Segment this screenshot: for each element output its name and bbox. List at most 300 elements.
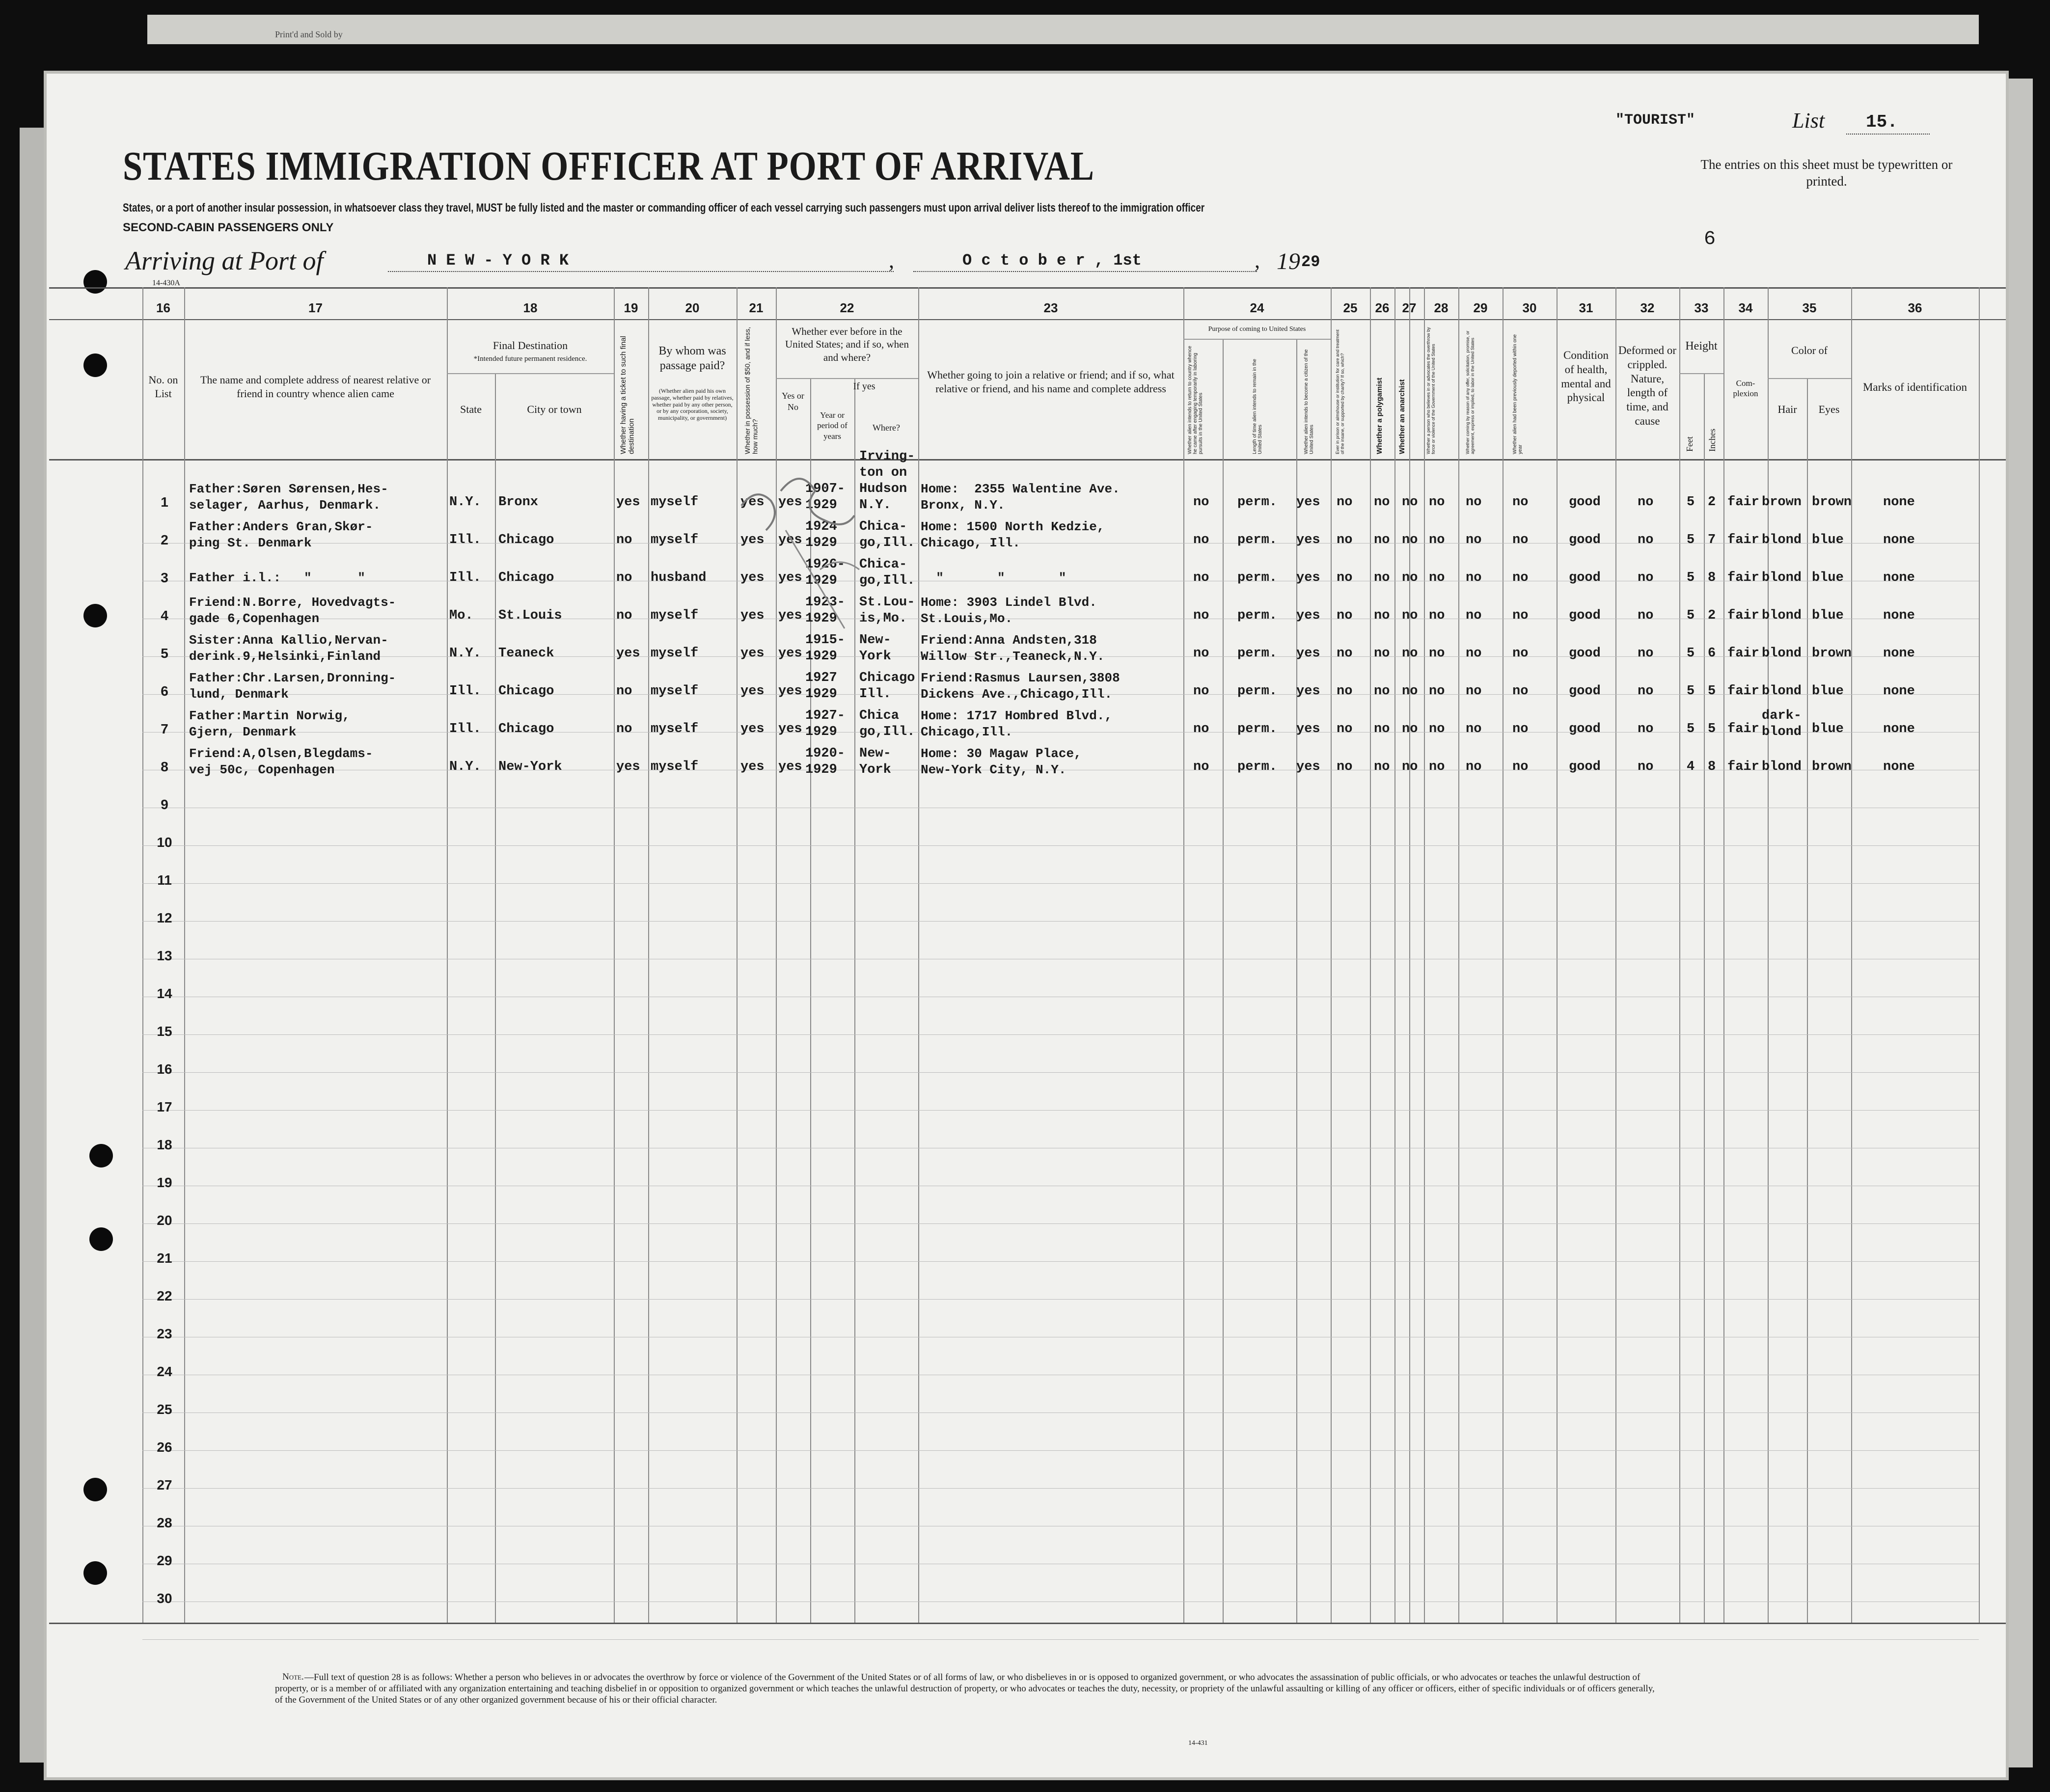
state-cell: Ill. [449, 570, 481, 585]
page-subtitle: States, or a port of another insular possession, in whatsoever class they travel, MUST be fully listed and the master or commanding officer of each vessel carrying such passengers must upon arrival deliver lists thereof to the immigration officer [123, 201, 1205, 215]
col-rule [1679, 287, 1680, 1623]
printer-note: Print'd and Sold by [275, 29, 343, 39]
city-cell: Teaneck [498, 646, 554, 661]
row-number: 21 [157, 1250, 172, 1266]
where-cell: St.Lou- is,Mo. [859, 595, 915, 626]
prison-cell: no [1337, 570, 1353, 585]
row-number: 19 [157, 1175, 172, 1190]
polygamist-cell: no [1374, 608, 1390, 623]
return-intent-cell: no [1193, 646, 1209, 661]
col-rule [1704, 373, 1705, 1623]
q30-cell: no [1512, 646, 1529, 661]
row-number: 14 [157, 986, 172, 1001]
polygamist-cell: no [1374, 570, 1390, 585]
joining-cell: Friend:Rasmus Laursen,3808 Dickens Ave.,Chicago,Ill. [921, 671, 1120, 702]
money-cell: yes [740, 760, 765, 774]
where-cell: Chicago Ill. [859, 671, 915, 702]
ticket-cell: no [616, 608, 632, 623]
stay-length-cell: perm. [1237, 722, 1278, 736]
health-cell: good [1569, 495, 1601, 510]
row-rule [142, 1072, 1979, 1073]
eyes-cell: blue [1812, 533, 1844, 547]
stay-length-cell: perm. [1237, 533, 1278, 547]
col-num-31: 31 [1579, 300, 1593, 315]
anarchist-cell: no [1402, 495, 1418, 510]
row-number: 1 [161, 494, 168, 510]
prison-cell: no [1337, 646, 1353, 661]
year-suffix: 29 [1301, 253, 1320, 271]
stay-length-cell: perm. [1237, 684, 1278, 699]
header-yes-no: Yes or No [782, 391, 804, 412]
header-color-of: Color of [1791, 344, 1828, 356]
city-cell: St.Louis [498, 608, 562, 623]
q29-cell: no [1466, 570, 1482, 585]
prison-cell: no [1337, 533, 1353, 547]
punch-hole [83, 353, 107, 377]
q29-cell: no [1466, 760, 1482, 774]
prison-cell: no [1337, 495, 1353, 510]
anarchist-cell: no [1402, 533, 1418, 547]
stay-length-cell: perm. [1237, 570, 1278, 585]
port-underline [388, 271, 894, 272]
eyes-cell: brown [1812, 760, 1852, 774]
ticket-cell: no [616, 570, 632, 585]
row-number: 3 [161, 570, 168, 585]
eyes-cell: blue [1812, 608, 1844, 623]
col-num-23: 23 [1043, 300, 1058, 315]
nearest-relative-cell: Father:Chr.Larsen,Dronning- lund, Denmark [189, 671, 396, 702]
eyes-cell: brown [1812, 495, 1852, 510]
joining-cell: " " " [921, 570, 1066, 585]
ticket-cell: yes [616, 495, 640, 510]
marks-cell: none [1883, 646, 1915, 661]
page-edge-right [2003, 79, 2033, 1767]
col-rule [1458, 287, 1459, 1623]
ticket-cell: no [616, 684, 632, 699]
eyes-cell: blue [1812, 684, 1844, 699]
table-bottom-rule [49, 1623, 2006, 1624]
header-bottom-rule [49, 459, 2006, 461]
return-intent-cell: no [1193, 570, 1209, 585]
manifest-sheet [47, 74, 2006, 1777]
return-intent-cell: no [1193, 722, 1209, 736]
punch-hole [83, 1478, 107, 1501]
hair-cell: brown [1762, 495, 1802, 510]
row-number: 16 [157, 1061, 172, 1077]
q28-cell: no [1429, 570, 1445, 585]
punch-hole [83, 604, 107, 627]
polygamist-cell: no [1374, 722, 1390, 736]
col-num-27: 27 [1402, 300, 1417, 315]
row-number: 6 [161, 683, 168, 699]
ever-before-cell: yes [778, 570, 802, 585]
row-rule [142, 1110, 1979, 1111]
q30-cell: no [1512, 570, 1529, 585]
ever-before-cell: yes [778, 760, 802, 774]
header-q29: Whether coming by reason of any offer, solicitation, promise, or agreement, express or implied, to labor in the United States [1465, 330, 1475, 454]
paid-by-cell: myself [651, 684, 699, 699]
hair-cell: blond [1762, 684, 1802, 699]
q28-cell: no [1429, 760, 1445, 774]
header-complexion: Com-plexion [1733, 379, 1758, 399]
header-polygamist: Whether a polygamist [1375, 378, 1384, 454]
col-rule [1851, 287, 1852, 1623]
citizen-intent-cell: yes [1296, 760, 1320, 774]
inches-cell: 5 [1708, 722, 1716, 736]
q30-cell: no [1512, 533, 1529, 547]
col-rule [1557, 287, 1558, 1623]
return-intent-cell: no [1193, 533, 1209, 547]
ticket-cell: yes [616, 646, 640, 661]
header-where: Where? [873, 423, 900, 433]
row-rule [142, 1299, 1979, 1300]
eyes-cell: blue [1812, 722, 1844, 736]
header-state: State [460, 403, 482, 415]
where-cell: Chica- go,Ill. [859, 519, 915, 550]
money-cell: yes [740, 570, 765, 585]
q30-cell: no [1512, 684, 1529, 699]
header-by-whom-note: (Whether alien paid his own passage, whether paid by relatives, whether paid by any other person, or by any corporation, society, municipality, or government) [651, 387, 734, 422]
ever-before-cell: yes [778, 495, 802, 510]
row-rule [142, 1412, 1979, 1413]
q29-cell: no [1466, 646, 1482, 661]
nearest-relative-cell: Sister:Anna Kallio,Nervan- derink.9,Helsinki,Finland [189, 633, 388, 664]
paid-by-cell: myself [651, 722, 699, 736]
header-deformed: Deformed or crippled. Nature, length of time, and cause [1618, 344, 1677, 427]
inches-cell: 2 [1708, 495, 1716, 510]
header-if-yes: If yes [853, 381, 875, 392]
city-cell: Chicago [498, 722, 554, 736]
feet-cell: 5 [1687, 646, 1695, 661]
row-rule [142, 1223, 1979, 1224]
marks-cell: none [1883, 570, 1915, 585]
anarchist-cell: no [1402, 646, 1418, 661]
col-num-16: 16 [156, 300, 170, 315]
row-number: 11 [157, 872, 172, 888]
money-cell: yes [740, 684, 765, 699]
color-subrule [1768, 378, 1851, 379]
col-num-34: 34 [1738, 300, 1753, 315]
row-number: 15 [157, 1024, 172, 1039]
list-underline [1846, 134, 1930, 135]
row-number: 24 [157, 1364, 172, 1379]
row-number: 25 [157, 1402, 172, 1417]
years-cell: 1927 1929 [805, 671, 837, 702]
marks-cell: none [1883, 533, 1915, 547]
table-top-rule [49, 287, 2006, 289]
hair-cell: blond [1762, 570, 1802, 585]
nearest-relative-cell: Father i.l.: " " [189, 570, 365, 585]
complexion-cell: fair [1727, 684, 1759, 699]
years-cell: 1924 1929 [805, 519, 837, 550]
paid-by-cell: myself [651, 646, 699, 661]
inches-cell: 7 [1708, 533, 1716, 547]
q29-cell: no [1466, 495, 1482, 510]
feet-cell: 5 [1687, 495, 1695, 510]
list-number: 15. [1866, 112, 1898, 132]
row-number: 28 [157, 1515, 172, 1530]
row-rule [142, 1488, 1979, 1489]
stay-length-cell: perm. [1237, 646, 1278, 661]
header-final-destination: Final Destination [492, 339, 568, 352]
col-num-24: 24 [1250, 300, 1264, 315]
header-anarchist: Whether an anarchist [1398, 379, 1406, 454]
years-cell: 1927- 1929 [805, 708, 846, 739]
header-condition: Condition of health, mental and physical [1561, 349, 1611, 404]
col-rule [1183, 287, 1184, 1623]
header-by-whom: By whom was passage paid? [658, 345, 726, 372]
typewritten-note: The entries on this sheet must be typewritten or printed. [1700, 157, 1953, 189]
port-value: N E W - Y O R K [427, 251, 569, 270]
q28-cell: no [1429, 533, 1445, 547]
q30-cell: no [1512, 608, 1529, 623]
footnote-label: Note. [282, 1672, 304, 1682]
marks-cell: none [1883, 608, 1915, 623]
prison-cell: no [1337, 684, 1353, 699]
row-rule [142, 1639, 1979, 1640]
years-cell: 1907- 1929 [805, 482, 846, 513]
city-cell: Bronx [498, 495, 539, 510]
comma: , [889, 248, 894, 272]
header-purpose-b: Length of time alien intends to remain in the United States [1252, 358, 1263, 454]
return-intent-cell: no [1193, 495, 1209, 510]
feet-cell: 4 [1687, 760, 1695, 774]
hair-cell: blond [1762, 533, 1802, 547]
purpose-subrule [1183, 339, 1331, 340]
city-cell: Chicago [498, 533, 554, 547]
state-cell: N.Y. [449, 495, 481, 510]
health-cell: good [1569, 533, 1601, 547]
health-cell: good [1569, 684, 1601, 699]
q29-cell: no [1466, 608, 1482, 623]
eyes-cell: blue [1812, 570, 1844, 585]
col-num-26: 26 [1375, 300, 1390, 315]
feet-cell: 5 [1687, 684, 1695, 699]
years-cell: 1923- 1929 [805, 595, 846, 626]
header-city: City or town [527, 403, 582, 415]
row-number: 26 [157, 1439, 172, 1455]
col-num-32: 32 [1640, 300, 1655, 315]
q28-cell: no [1429, 495, 1445, 510]
header-q30: Whether alien had been previously deported within one year [1512, 334, 1523, 454]
handwritten-annotation [727, 457, 933, 633]
header-hair: Hair [1777, 403, 1797, 415]
stay-length-cell: perm. [1237, 760, 1278, 774]
header-intended-residence: *Intended future permanent residence. [473, 355, 587, 363]
date-underline [913, 271, 1257, 272]
marks-cell: none [1883, 495, 1915, 510]
years-cell: 1915- 1929 [805, 633, 846, 664]
row-number: 20 [157, 1213, 172, 1228]
anarchist-cell: no [1402, 760, 1418, 774]
paid-by-cell: husband [651, 570, 707, 585]
paid-by-cell: myself [651, 608, 699, 623]
footnote-text: —Full text of question 28 is as follows: Whether a person who believes in or advocates the overthrow by force or violence of the Government of the United States or of all forms of law, or who disbelieves in or is opposed to organized government, or who advocates the assassination of public officials, or who advocates or teaches the unlawful destruction of property, or is a member of or affiliated with any organization entertaining and teaching disbelief in or opposition to organized government or which teaches the unlawful destruction of property, or who advocates or teaches the duty, necessity, or propriety of the unlawful assaulting or killing of any officer or officers, either of specific individuals or of officers generally, of the Government of the United States or of any other organized government because of his or their official character. [275, 1672, 1655, 1705]
col-rule [648, 287, 649, 1623]
col-rule [1424, 287, 1425, 1623]
col-rule [1296, 339, 1297, 1623]
complexion-cell: fair [1727, 722, 1759, 736]
row-rule [142, 1034, 1979, 1035]
state-cell: Ill. [449, 533, 481, 547]
row-number: 9 [161, 797, 168, 812]
col-rule [1223, 339, 1224, 1623]
ever-before-cell: yes [778, 684, 802, 699]
stay-length-cell: perm. [1237, 495, 1278, 510]
stay-length-cell: perm. [1237, 608, 1278, 623]
state-cell: N.Y. [449, 760, 481, 774]
ticket-cell: no [616, 722, 632, 736]
row-number: 12 [157, 910, 172, 925]
row-number: 18 [157, 1137, 172, 1152]
where-cell: Chica- go,Ill. [859, 557, 915, 588]
col-rule [1807, 378, 1808, 1623]
year-prefix: 19 [1277, 248, 1300, 274]
header-year-period: Year or period of years [817, 410, 847, 441]
punch-hole [89, 1227, 113, 1251]
col-rule [1394, 287, 1395, 1623]
col-num-18: 18 [523, 300, 538, 315]
header-ever-before: Whether ever before in the United States; and if so, when and where? [785, 326, 909, 363]
health-cell: good [1569, 570, 1601, 585]
where-cell: Chica go,Ill. [859, 708, 915, 739]
money-cell: yes [740, 646, 765, 661]
citizen-intent-cell: yes [1296, 608, 1320, 623]
city-cell: New-York [498, 760, 562, 774]
col-rule [1409, 287, 1410, 1623]
header-purpose-a: Whether alien intends to return to country whence he came after engaging temporarily in laboring pursuits in the United States [1187, 346, 1203, 454]
header-marks: Marks of identification [1862, 381, 1968, 393]
form-number-top: 14-430A [152, 279, 180, 287]
header-purpose-c: Whether alien intends to become a citizen of the United States [1304, 349, 1314, 454]
q29-cell: no [1466, 722, 1482, 736]
return-intent-cell: no [1193, 760, 1209, 774]
col-num-22: 22 [840, 300, 854, 315]
col-rule [614, 287, 615, 1623]
row-rule [142, 883, 1979, 884]
row-rule [142, 1261, 1979, 1262]
money-cell: yes [740, 722, 765, 736]
header-feet: Feet [1685, 436, 1695, 452]
col-number-rule [49, 319, 2006, 320]
citizen-intent-cell: yes [1296, 570, 1320, 585]
deformed-cell: no [1638, 722, 1654, 736]
hair-cell: dark- blond [1762, 708, 1802, 739]
row-number: 10 [157, 835, 172, 850]
ever-before-cell: yes [778, 608, 802, 623]
q30-cell: no [1512, 760, 1529, 774]
row-rule [142, 1450, 1979, 1451]
deformed-cell: no [1638, 570, 1654, 585]
deformed-cell: no [1638, 760, 1654, 774]
q28-cell: no [1429, 684, 1445, 699]
header-purpose: Purpose of coming to United States [1208, 326, 1306, 333]
hair-cell: blond [1762, 760, 1802, 774]
inches-cell: 8 [1708, 570, 1716, 585]
where-cell: New- York [859, 746, 891, 777]
state-cell: Ill. [449, 684, 481, 699]
col-num-19: 19 [624, 300, 638, 315]
header-joining: Whether going to join a relative or friend; and if so, what relative or friend, and his name and complete address [927, 369, 1175, 395]
col-rule [1370, 287, 1371, 1623]
page-title: STATES IMMIGRATION OFFICER AT PORT OF ARRIVAL [123, 143, 1094, 189]
sheet-mark: 6 [1704, 228, 1716, 250]
prison-cell: no [1337, 760, 1353, 774]
header-height: Height [1685, 340, 1718, 353]
anarchist-cell: no [1402, 608, 1418, 623]
col-rule [142, 287, 143, 1623]
feet-cell: 5 [1687, 533, 1695, 547]
header-possession: Whether in possession of $50, and if less, how much? [743, 326, 759, 454]
form-number-bottom: 14-431 [1188, 1739, 1208, 1747]
ever-before-cell: yes [778, 722, 802, 736]
joining-cell: Home: 30 Magaw Place, New-York City, N.Y. [921, 746, 1082, 777]
cabin-class: SECOND-CABIN PASSENGERS ONLY [123, 221, 334, 234]
polygamist-cell: no [1374, 495, 1390, 510]
deformed-cell: no [1638, 608, 1654, 623]
inches-cell: 6 [1708, 646, 1716, 661]
col-rule [1768, 287, 1769, 1623]
nearest-relative-cell: Father:Anders Gran,Skør- ping St. Denmark [189, 519, 373, 550]
citizen-intent-cell: yes [1296, 495, 1320, 510]
col-num-35: 35 [1802, 300, 1817, 315]
col-rule [1331, 287, 1332, 1623]
complexion-cell: fair [1727, 533, 1759, 547]
q28-cell: no [1429, 722, 1445, 736]
col-rule [1723, 287, 1724, 1623]
inches-cell: 8 [1708, 760, 1716, 774]
joining-cell: Home: 3903 Lindel Blvd. St.Louis,Mo. [921, 595, 1097, 626]
punch-hole [83, 1561, 107, 1585]
state-cell: Mo. [449, 608, 473, 623]
anarchist-cell: no [1402, 722, 1418, 736]
col-rule [447, 287, 448, 1623]
marks-cell: none [1883, 722, 1915, 736]
row-number: 29 [157, 1553, 172, 1568]
health-cell: good [1569, 760, 1601, 774]
complexion-cell: fair [1727, 760, 1759, 774]
return-intent-cell: no [1193, 608, 1209, 623]
q28-cell: no [1429, 608, 1445, 623]
money-cell: yes [740, 608, 765, 623]
deformed-cell: no [1638, 646, 1654, 661]
eyes-cell: brown [1812, 646, 1852, 661]
row-number: 23 [157, 1326, 172, 1341]
joining-cell: Home: 2355 Walentine Ave. Bronx, N.Y. [921, 482, 1120, 513]
ticket-cell: yes [616, 760, 640, 774]
q30-cell: no [1512, 495, 1529, 510]
arriving-label: Arriving at Port of [125, 246, 324, 275]
feet-cell: 5 [1687, 570, 1695, 585]
col-rule [1979, 287, 1980, 1623]
col-num-36: 36 [1908, 300, 1922, 315]
ever-before-cell: yes [778, 646, 802, 661]
punch-hole [83, 270, 107, 294]
complexion-cell: fair [1727, 608, 1759, 623]
marks-cell: none [1883, 684, 1915, 699]
row-number: 13 [157, 948, 172, 963]
state-cell: Ill. [449, 722, 481, 736]
ticket-cell: no [616, 533, 632, 547]
health-cell: good [1569, 608, 1601, 623]
nearest-relative-cell: Friend:A,Olsen,Blegdams- vej 50c, Copenhagen [189, 746, 373, 777]
col-rule [1615, 287, 1616, 1623]
inches-cell: 2 [1708, 608, 1716, 623]
polygamist-cell: no [1374, 646, 1390, 661]
q30-cell: no [1512, 722, 1529, 736]
col-num-20: 20 [685, 300, 700, 315]
hair-cell: blond [1762, 646, 1802, 661]
